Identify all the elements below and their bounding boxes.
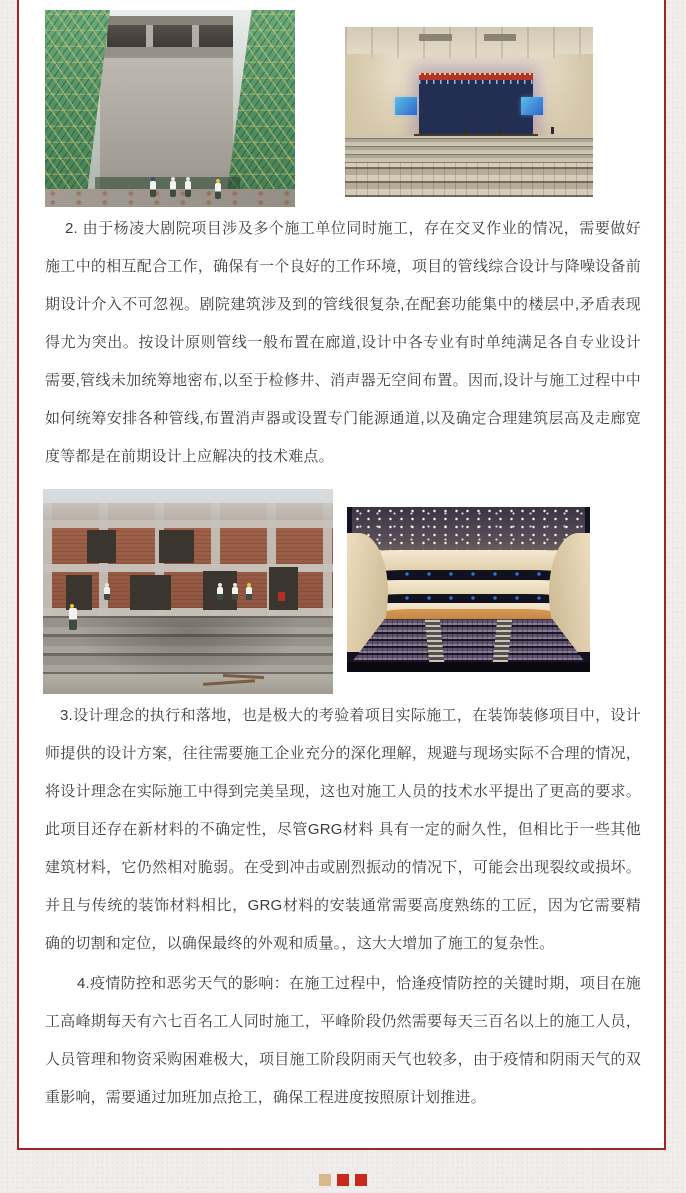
article-content-box: [17, 0, 666, 1150]
floor-slab: [100, 16, 233, 25]
worker-figure: [215, 183, 221, 199]
carousel-dot-1[interactable]: [319, 1174, 331, 1186]
person-silhouette: [464, 127, 467, 134]
worker-figure: [69, 608, 77, 630]
concrete-parapet: [43, 503, 333, 519]
side-wall-left: [345, 54, 395, 146]
side-screen-left: [395, 97, 417, 116]
open-floor-level: [100, 25, 233, 48]
ceiling-vent: [419, 34, 451, 41]
photo-brick-tiers-construction[interactable]: [43, 489, 333, 694]
stage-proscenium: [419, 73, 533, 136]
carousel-dot-3[interactable]: [355, 1174, 367, 1186]
worker-figure: [246, 587, 252, 600]
worker-figure: [104, 587, 110, 600]
red-led-banner: [419, 73, 533, 80]
ceiling-panels: [345, 27, 593, 58]
paragraph-2: 2. 由于杨凌大剧院项目涉及多个施工单位同时施工，存在交叉作业的情况，需要做好施工中的相互配合工作，确保有一个良好的工作环境，项目的管线综合设计与降噪设备前期设计介入不可忽视。剧院建筑涉及到的管线很复杂,在配套功能集中的楼层中,矛盾表现得尤为突出。按设计原则管线一般布置在廊道,设计中各专业有时单纯满足各自专业设计需要,管线未加统筹地密布,以至于检修井、消声器无空间布置。因而,设计与施工过程中中如何统筹安排各种管线,布置消声器或设置专门能源通道,以及确定合理建筑层高及走廊宽度等都是在前期设计上应解决的技术难点。: [45, 220, 641, 465]
banner-text-glow: [419, 73, 533, 75]
carousel-dot-2[interactable]: [337, 1174, 349, 1186]
carousel-pagination-dots: [0, 1174, 686, 1186]
worker-figure: [217, 587, 223, 600]
stalls-seat-rows: [352, 619, 585, 662]
worker-figure: [170, 181, 176, 197]
wall-opening: [87, 530, 116, 563]
worker-figure: [150, 181, 156, 197]
paragraph-3: 3.设计理念的执行和落地，也是极大的考验着项目实际施工，在装饰装修项目中，设计师提供的设计方案，往往需要施工企业充分的深化理解，规避与现场实际不合理的情况，将设计理念在实际施工中得到完美呈现，这也对施工人员的技术水平提出了更高的要求。此项目还存在新材料的不确定性，尽管GRG材料 具有一定的耐久性，但相比于一些其他建筑材料，它仍然相对脆弱。在受到冲击或剧烈振动的情况下，可能会出现裂纹或损坏。并且与传统的装饰材料相比，GRG材料的安装通常需要高度熟练的工匠，因为它需要精确的切割和定位，以确保最终的外观和质量。，这大大增加了施工的复杂性。: [45, 707, 641, 952]
photo-row-middle: [19, 489, 664, 694]
fire-extinguisher-box: [278, 592, 285, 601]
wall-opening: [130, 575, 171, 610]
photo-auditorium-covered-seats-blue-stage[interactable]: [345, 27, 593, 197]
seat-rows-far: [345, 136, 593, 163]
paragraph-4: 4.疫情防控和恶劣天气的影响：在施工过程中，恰逢疫情防控的关键时期，项目在施工高峰期每天有六七百名工人同时施工，平峰阶段仍然需要每天三百名以上的施工人员，人员管理和物资采购困难极大，项目施工阶段阴雨天气也较多，由于疫情和阴雨天气的双重影响，需要通过加班加点抢工，确保工程进度按照原计划推进。: [45, 975, 641, 1106]
foreground-slab: [43, 674, 333, 695]
floor-slab: [100, 47, 233, 56]
person-silhouette: [499, 127, 502, 134]
photo-finished-theater-balconies[interactable]: [347, 507, 590, 672]
worker-figure: [232, 587, 238, 600]
person-silhouette: [419, 127, 422, 134]
person-silhouette: [551, 127, 554, 134]
photo-stagehouse-construction-green-mesh[interactable]: [45, 10, 295, 207]
worker-figure: [185, 181, 191, 197]
side-screen-right: [521, 97, 543, 116]
concrete-stagehouse: [100, 16, 233, 189]
stage-light-row: [419, 80, 533, 84]
photo-row-top: [19, 0, 664, 207]
wall-opening: [269, 567, 298, 610]
seat-rows-near: [345, 163, 593, 197]
wall-opening: [159, 530, 194, 563]
stage-edge-shadow: [347, 662, 590, 672]
ceiling-vent: [484, 34, 516, 41]
